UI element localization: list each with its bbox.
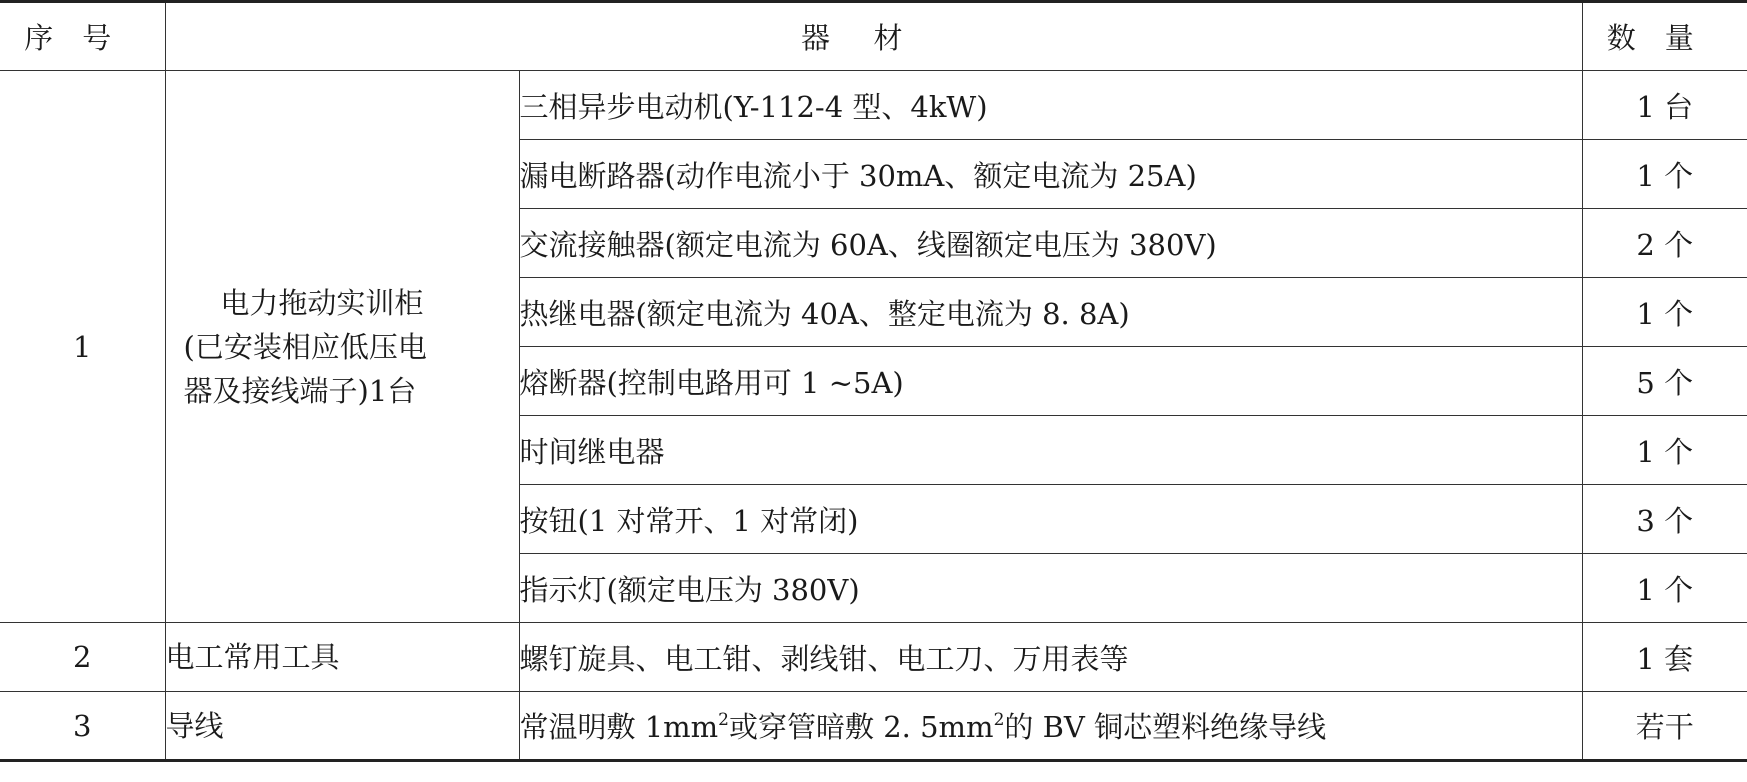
row-number: 2 bbox=[0, 623, 165, 692]
item-name: 三相异步电动机(Y-112-4 型、4kW) bbox=[519, 71, 1582, 140]
group-name: 导线 bbox=[165, 692, 519, 761]
item-text: 常温明敷 1mm bbox=[519, 710, 719, 744]
header-no: 序号 bbox=[0, 2, 165, 71]
group-name-line: 电力拖动实训柜 bbox=[220, 285, 424, 320]
item-quantity: 2 个 bbox=[1582, 209, 1747, 278]
header-equipment: 器材 bbox=[165, 2, 1582, 71]
table-row bbox=[0, 692, 1747, 761]
item-quantity: 1 个 bbox=[1582, 554, 1747, 623]
header-quantity: 数量 bbox=[1582, 2, 1747, 71]
group-name bbox=[165, 71, 519, 623]
item-name: 时间继电器 bbox=[519, 416, 1582, 485]
item-quantity: 1 套 bbox=[1582, 623, 1747, 692]
item-name bbox=[519, 692, 1582, 761]
group-name-line: (已安装相应低压电 bbox=[183, 329, 427, 364]
item-name: 螺钉旋具、电工钳、剥线钳、电工刀、万用表等 bbox=[519, 623, 1582, 692]
table-row bbox=[0, 71, 1747, 140]
item-quantity: 5 个 bbox=[1582, 347, 1747, 416]
item-name: 热继电器(额定电流为 40A、整定电流为 8. 8A) bbox=[519, 278, 1582, 347]
item-name: 按钮(1 对常开、1 对常闭) bbox=[519, 485, 1582, 554]
item-text: 的 BV 铜芯塑料绝缘导线 bbox=[1004, 710, 1327, 744]
item-quantity: 1 个 bbox=[1582, 140, 1747, 209]
item-name: 漏电断路器(动作电流小于 30mA、额定电流为 25A) bbox=[519, 140, 1582, 209]
row-number: 1 bbox=[0, 71, 165, 623]
item-quantity: 1 个 bbox=[1582, 278, 1747, 347]
item-name: 交流接触器(额定电流为 60A、线圈额定电压为 380V) bbox=[519, 209, 1582, 278]
header-row bbox=[0, 2, 1747, 71]
superscript: 2 bbox=[718, 710, 729, 730]
item-quantity: 1 台 bbox=[1582, 71, 1747, 140]
item-name: 指示灯(额定电压为 380V) bbox=[519, 554, 1582, 623]
group-name: 电工常用工具 bbox=[165, 623, 519, 692]
item-quantity: 1 个 bbox=[1582, 416, 1747, 485]
item-quantity: 3 个 bbox=[1582, 485, 1747, 554]
table-row bbox=[0, 623, 1747, 692]
superscript: 2 bbox=[993, 710, 1005, 730]
row-number: 3 bbox=[0, 692, 165, 761]
item-name: 熔断器(控制电路用可 1 ~5A) bbox=[519, 347, 1582, 416]
item-quantity: 若干 bbox=[1582, 692, 1747, 761]
item-text: 或穿管暗敷 2. 5mm bbox=[729, 710, 994, 744]
group-name-line: 器及接线端子)1台 bbox=[183, 373, 417, 408]
